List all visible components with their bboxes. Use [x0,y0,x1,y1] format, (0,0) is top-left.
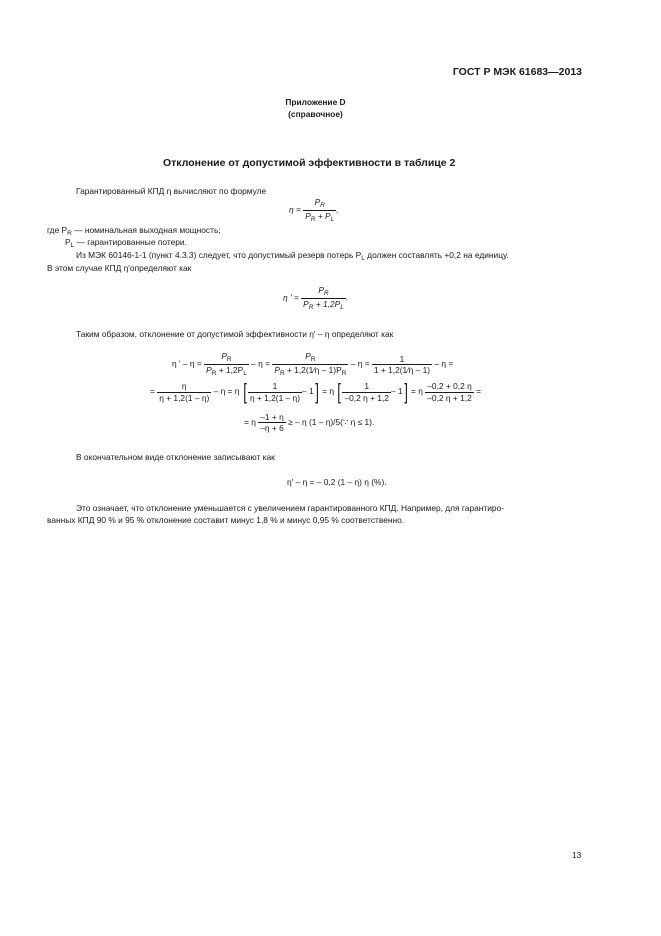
r3-tail: ≥ – η (1 – η)/5(∵ η ≤ 1). [288,416,375,427]
r1f1-den-sub: R [211,369,217,377]
r1-op1: – η = [251,358,271,369]
para-conclusion-line-1: Это означает, что отклонение уменьшается с увеличением гарантированного КПД. Например, для гарантиро- [76,503,505,513]
r1f1-den-b: + 1,2P [216,364,244,375]
r1f1-den-sub2: L [243,369,247,377]
r1f1-den-a: P [206,364,212,375]
r2-mid: = η [322,386,334,397]
r1f1-num-sub: R [226,356,232,363]
para-iec-line-1 [76,250,509,263]
r1f3-num: 1 [372,354,432,365]
f1-den-sub1: R [310,215,316,223]
appendix-subtitle: (справочное) [288,109,343,119]
f2-den-sub1: R [308,303,314,311]
f2-num: P [318,285,324,295]
r2f2-den: η + 1,2(1 – η) [249,392,300,403]
r1f2-den-sub: R [279,369,285,377]
f1-tail: , [336,204,339,215]
para-iec-line-2: В этом случае КПД η'определяют как [47,263,192,273]
where-2a: P [65,237,71,247]
p2-1a: Из МЭК 60146-1-1 (пункт 4.3.3) следует, что допустимый резерв потерь P [76,250,362,260]
r2f4-num: –0,2 + 0,2 η [427,381,472,392]
appendix-title [0,97,661,107]
r1f2-den-a: P [274,364,280,375]
r2-op3: – 1 [390,386,403,397]
r1f1-num: P [221,351,227,361]
deriv-row-3 [244,412,374,433]
f1-num-sub: R [320,202,325,209]
where-1b: — номинальная выходная мощность; [71,225,221,235]
para-deviation: Таким образом, отклонение от допустимой эффективности η' – η определяют как [76,329,394,339]
where-line-2 [65,237,187,250]
p2-1b: должен составлять +0,2 на единицу. [364,250,509,260]
f2-den-sub2: L [340,303,344,311]
bracket-close-2: ] [403,379,408,404]
deriv-row-1 [172,351,453,378]
r2f1-num: η [157,381,211,392]
r2-frac-3 [342,381,390,402]
appendix-label: Приложение D [285,97,346,107]
f1-fraction [303,197,339,224]
r1-frac-1 [204,351,249,378]
f1-den-mid: + P [315,210,331,221]
where-line-1 [47,225,221,238]
r2-frac-1 [157,381,211,402]
f2-lhs: η ' = [283,292,299,303]
page-number: 13 [572,850,582,860]
bracket-close-1: ] [314,379,319,404]
f2-den-b: + 1,2P [313,298,341,309]
f1-num: P [314,197,321,207]
r2-lead: = [150,386,155,397]
where-1a: где P [47,225,68,235]
deriv-row-2 [150,381,481,403]
para-conclusion-line-2: ванных КПД 90 % и 95 % отклонение составит минус 1,8 % и минус 0,95 % соответственно. [47,515,405,525]
r2f3-num: 1 [342,381,390,392]
doc-code: ГОСТ Р МЭК 61683—2013 [452,66,582,78]
section-title: Отклонение от допустимой эффективности в таблице 2 [163,157,456,169]
f1-lhs: η = [289,204,301,215]
r1-lhs: η ' – η = [172,358,202,369]
r1-tail: – η = [434,358,454,369]
r2-frac-2 [248,381,302,402]
formula-efficiency [289,197,339,224]
r2-op2: – 1 [302,386,314,397]
r2-mid2: = η [411,386,423,397]
r3-frac [258,412,286,433]
r2-op1: – η = η [213,386,240,397]
r2-frac-4 [425,381,473,402]
r2f3-den: –0,2 η + 1,2 [344,392,389,403]
r1-op2: – η = [350,358,370,369]
p2-1-sub: L [361,255,365,262]
r3f-den: –η + 6 [260,423,284,434]
f2-fraction [301,285,349,312]
r1f2-num-sub: R [310,356,316,363]
bracket-open-2: [ [337,379,342,404]
r2f2-num: 1 [248,381,302,392]
r1-frac-3 [372,354,432,375]
f2-tail: . [345,292,349,303]
r1f2-den-sub2: R [341,369,347,377]
f1-den-sub2: L [330,215,335,223]
f2-den-a: P [303,298,309,309]
bracket-open-1: [ [243,379,247,404]
r1f2-num: P [305,351,311,361]
r2f4-den: –0,2 η + 1,2 [427,392,472,403]
r2-tail: = [476,386,481,397]
r1f2-den-b: + 1,2(1⁄η – 1)P [284,364,342,375]
appendix-subtitle-row [0,109,661,119]
r3-lead: = η [244,416,256,427]
r1f3-den: 1 + 1,2(1⁄η – 1) [373,364,431,375]
where-1-sub: R [67,230,72,237]
where-2-sub: L [70,242,75,249]
para-final-form: В окончательном виде отклонение записывают как [76,452,275,462]
r3f-num: –1 + η [260,412,284,422]
r1-frac-2 [272,351,348,378]
f2-num-sub: R [323,290,329,297]
r2f1-den: η + 1,2(1 – η) [159,392,210,403]
formula-eta-prime [283,285,348,312]
where-2b: — гарантированные потери. [74,237,187,247]
f1-den: P [305,210,311,221]
para-intro: Гарантированный КПД η вычисляют по формуле [76,186,267,196]
formula-final: η' – η = – 0,2 (1 – η) η (%). [287,477,387,487]
